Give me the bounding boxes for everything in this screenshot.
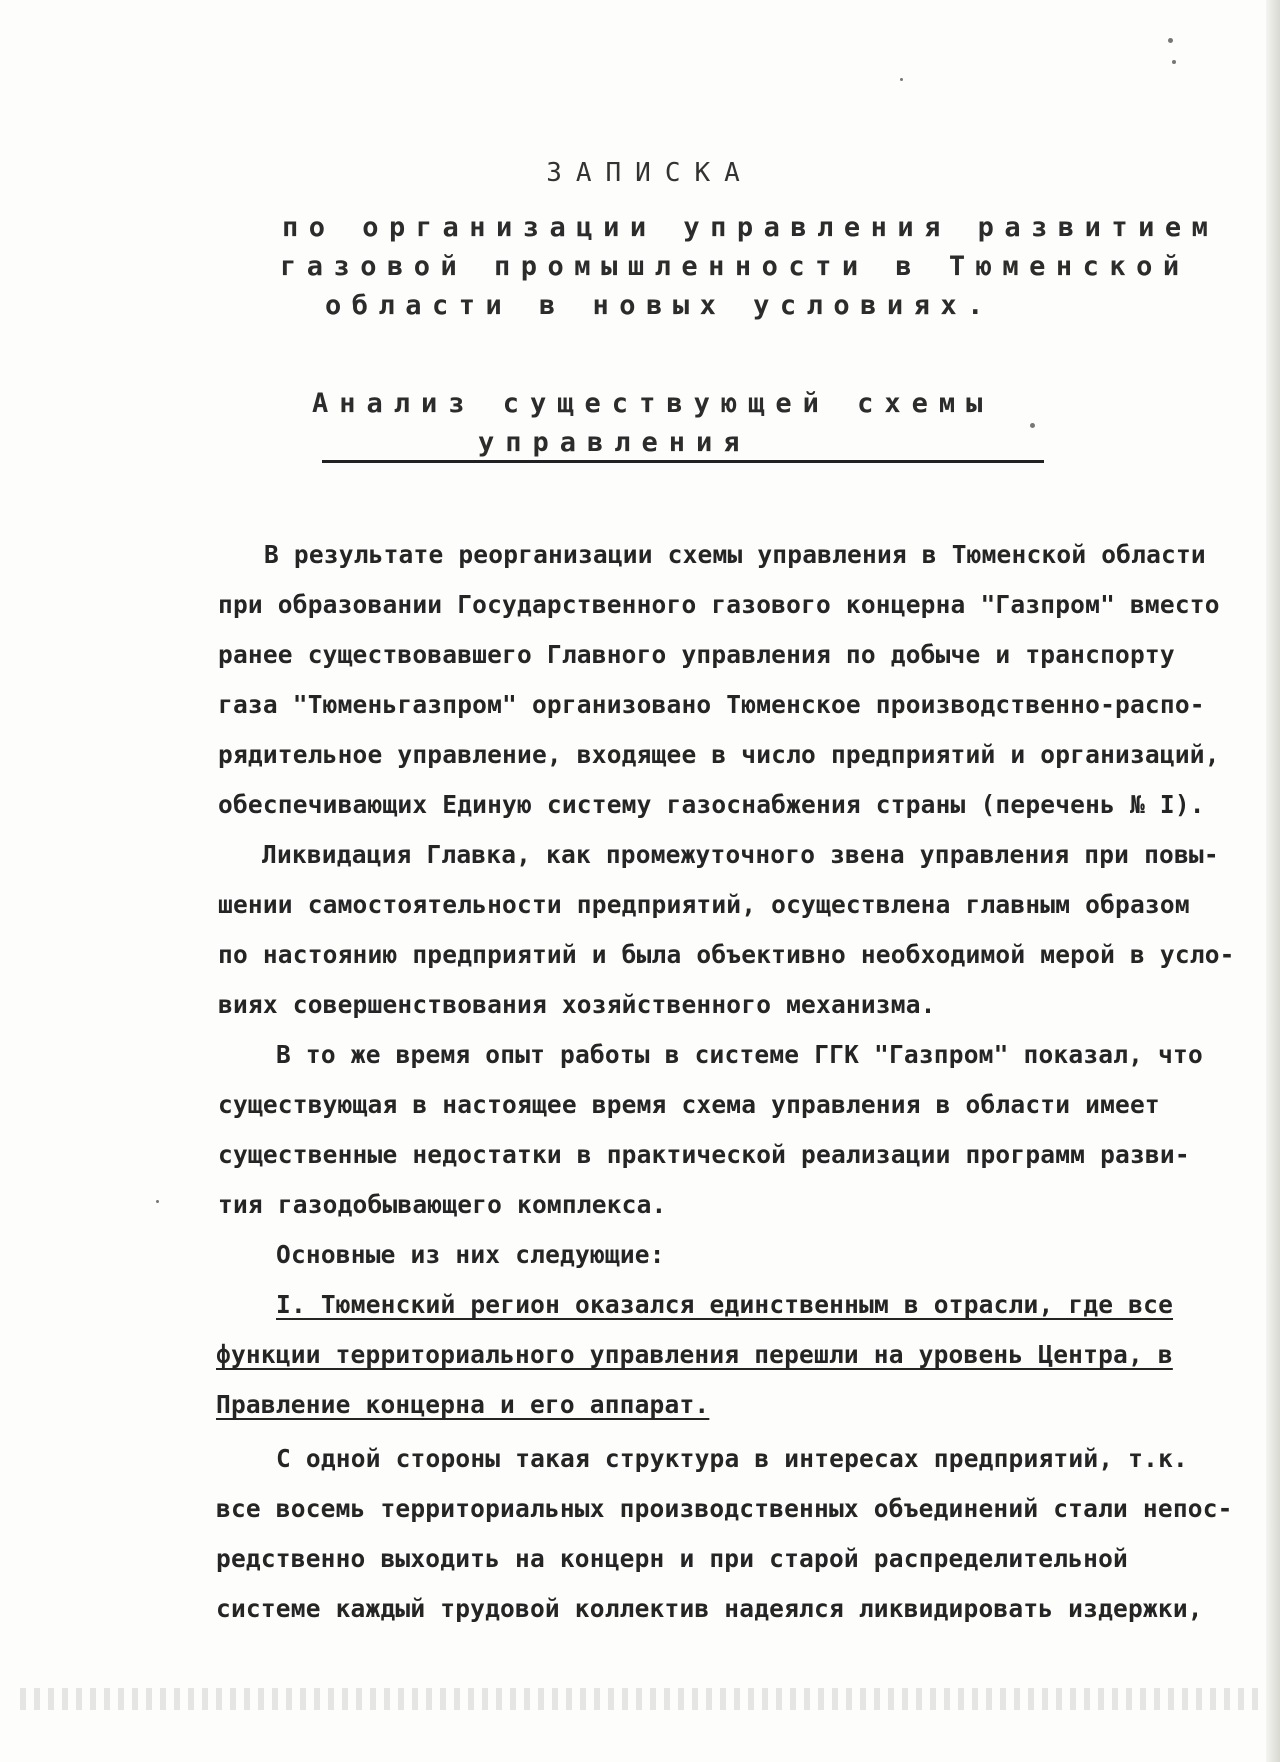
body-line-4: газа "Тюменьгазпром" организовано Тюменское производственно-распо- xyxy=(218,690,1205,719)
body-line-11: В то же время опыт работы в системе ГГК "Газпром" показал, что xyxy=(276,1040,1203,1069)
page-edge-shadow xyxy=(1266,0,1280,1762)
body-line-12: существующая в настоящее время схема управления в области имеет xyxy=(218,1090,1160,1119)
body-line-15: Основные из них следующие: xyxy=(276,1240,665,1269)
scan-speck xyxy=(156,1200,159,1203)
section-heading-line-1: Анализ существующей схемы xyxy=(312,388,994,419)
body-line-17-underlined: функции территориального управления перешли на уровень Центра, в xyxy=(216,1340,1173,1369)
body-line-6: обеспечивающих Единую систему газоснабжения страны (перечень № I). xyxy=(218,790,1205,819)
body-line-9: по настоянию предприятий и была объективно необходимой мерой в усло- xyxy=(218,940,1235,969)
scan-speck xyxy=(1168,38,1173,43)
document-title: ЗАПИСКА xyxy=(546,158,754,188)
body-line-20: все восемь территориальных производственных объединений стали непос- xyxy=(216,1494,1233,1523)
section-heading-line-2: управления xyxy=(478,427,751,458)
subtitle-line-1: по организации управления развитием xyxy=(282,212,1219,243)
body-line-3: ранее существовавшего Главного управления по добыче и транспорту xyxy=(218,640,1175,669)
body-line-22: системе каждый трудовой коллектив надеялся ликвидировать издержки, xyxy=(216,1594,1203,1623)
section-heading-underline xyxy=(322,460,1044,463)
scan-speck xyxy=(1030,423,1035,428)
subtitle-line-3: области в новых условиях. xyxy=(325,290,994,321)
body-line-14: тия газодобывающего комплекса. xyxy=(218,1190,667,1219)
subtitle-line-2: газовой промышленности в Тюменской xyxy=(280,251,1190,282)
body-line-18-underlined: Правление концерна и его аппарат. xyxy=(216,1390,710,1419)
body-line-10: виях совершенствования хозяйственного механизма. xyxy=(218,990,936,1019)
scan-speck xyxy=(900,78,903,81)
body-line-5: рядительное управление, входящее в число предприятий и организаций, xyxy=(218,740,1220,769)
body-line-8: шении самостоятельности предприятий, осуществлена главным образом xyxy=(218,890,1190,919)
scan-artifact-strip xyxy=(20,1688,1260,1710)
body-line-7: Ликвидация Главка, как промежуточного звена управления при повы- xyxy=(262,840,1219,869)
body-line-2: при образовании Государственного газового концерна "Газпром" вместо xyxy=(218,590,1220,619)
body-line-21: редственно выходить на концерн и при старой распределительной xyxy=(216,1544,1128,1573)
scan-speck xyxy=(1172,60,1176,64)
body-line-13: существенные недостатки в практической реализации программ разви- xyxy=(218,1140,1190,1169)
body-line-16-underlined: I. Тюменский регион оказался единственным в отрасли, где все xyxy=(276,1290,1174,1319)
body-line-1: В результате реорганизации схемы управления в Тюменской области xyxy=(264,540,1206,569)
body-line-19: С одной стороны такая структура в интересах предприятий, т.к. xyxy=(276,1444,1188,1473)
